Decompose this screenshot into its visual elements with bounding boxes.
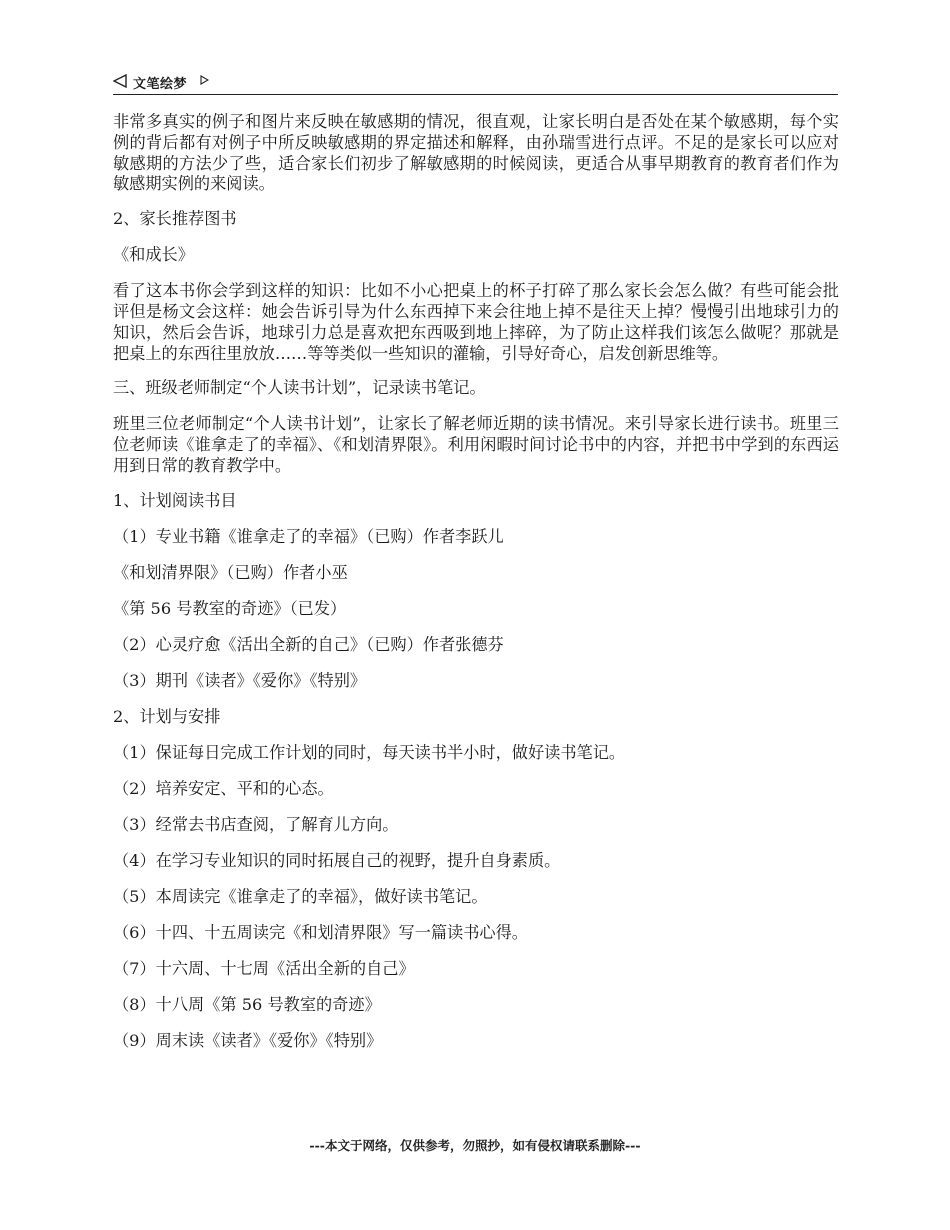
plan-item: （2）培养安定、平和的心态。	[113, 778, 334, 798]
book-title: 《和成长》	[113, 245, 194, 265]
heading-parent-recommended-books: 2、家长推荐图书	[113, 209, 237, 229]
paragraph-book-description: 看了这本书你会学到这样的知识：比如不小心把桌上的杯子打碎了那么家长会怎么做？有些可能会批评但是杨文会这样：她会告诉引导为什么东西掉下来会往地上掉不是往天上掉？慢慢引出地球引力的知识，然后会告诉，地球引力总是喜欢把东西吸到地上摔碎，为了防止这样我们该怎么做呢？那就是把桌上的东西往里放放……等等类似一些知识的灌输，引导好奇心，启发创新思维等。	[113, 281, 839, 363]
heading-plan: 2、计划与安排	[113, 706, 221, 726]
triangle-right-icon	[200, 75, 209, 85]
plan-item: （9）周末读《读者》《爱你》《特别》	[113, 1030, 383, 1050]
paragraph-teacher-plan: 班里三位老师制定“个人读书计划”，让家长了解老师近期的读书情况。来引导家长进行读书。班里三位老师读《谁拿走了的幸福》、《和划清界限》。利用闲暇时间讨论书中的内容，并把书中学到的东西运用到日常的教育教学中。	[113, 414, 839, 475]
plan-item: （3）经常去书店查阅，了解育儿方向。	[113, 814, 399, 834]
header-brand: 文笔绘梦	[133, 77, 188, 92]
heading-reading-list: 1、计划阅读书目	[113, 490, 237, 510]
triangle-left-icon	[113, 74, 127, 88]
reading-list-item: （1）专业书籍《谁拿走了的幸福》（已购）作者李跃儿	[113, 526, 504, 546]
heading-section-three: 三、班级老师制定“个人读书计划”，记录读书笔记。	[113, 378, 486, 398]
document-body	[113, 112, 839, 1067]
plan-item: （6）十四、十五周读完《和划清界限》写一篇读书心得。	[113, 922, 528, 942]
reading-list-item: 《第 56 号教室的奇迹》（已发）	[113, 598, 347, 618]
reading-list-item: （2）心灵疗愈《活出全新的自己》（已购）作者张德芬	[113, 634, 504, 654]
plan-item: （8）十八周《第 56 号教室的奇迹》	[113, 994, 381, 1014]
plan-item: （1）保证每日完成工作计划的同时，每天读书半小时，做好读书笔记。	[113, 742, 626, 762]
page-footer-disclaimer: ---本文于网络，仅供参考，勿照抄，如有侵权请联系删除---	[309, 1138, 641, 1153]
plan-item: （5）本周读完《谁拿走了的幸福》，做好读书笔记。	[113, 886, 488, 906]
plan-item: （4）在学习专业知识的同时拓展自己的视野，提升自身素质。	[113, 850, 561, 870]
page-header	[113, 72, 838, 95]
plan-item: （7）十六周、十七周《活出全新的自己》	[113, 958, 415, 978]
reading-list-item: （3）期刊《读者》《爱你》《特别》	[113, 670, 367, 690]
paragraph-sensitive-period-review: 非常多真实的例子和图片来反映在敏感期的情况，很直观，让家长明白是否处在某个敏感期，每个实例的背后都有对例子中所反映敏感期的界定描述和解释，由孙瑞雪进行点评。不足的是家长可以应对敏感期的方法少了些，适合家长们初步了解敏感期的时候阅读，更适合从事早期教育的教育者们作为敏感期实例的来阅读。	[113, 112, 839, 194]
reading-list-item: 《和划清界限》（已购）作者小巫	[113, 562, 348, 582]
